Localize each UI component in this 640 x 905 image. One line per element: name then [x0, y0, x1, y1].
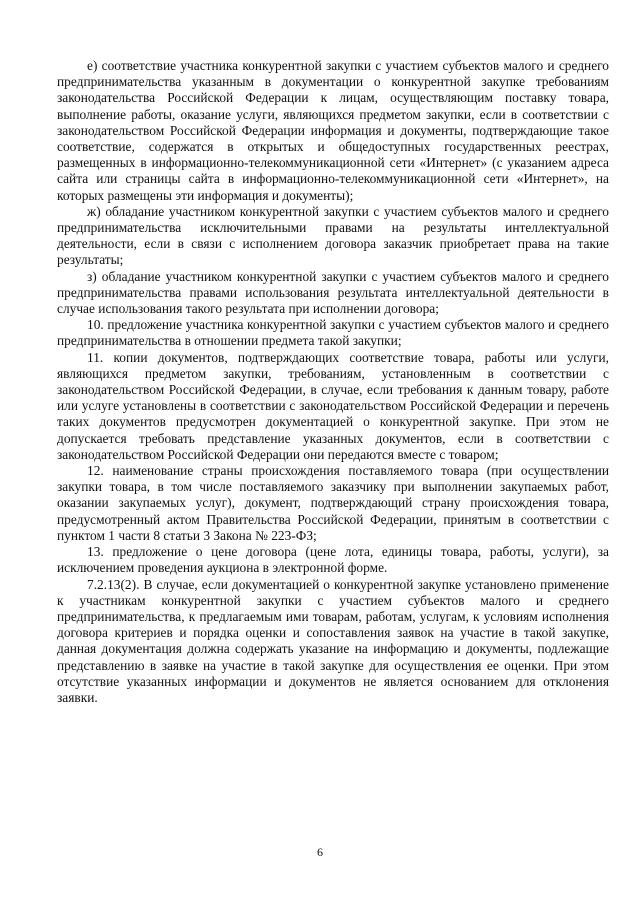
paragraph-item-zh: ж) обладание участником конкурентной закупки с участием субъектов малого и среднего предпринимательства исключительными правами на результаты интеллектуальной деятельности, если в связи с исполнением договора заказчик приобретает права на такие результаты;: [57, 203, 609, 268]
paragraph-item-10: 10. предложение участника конкурентной закупки с участием субъектов малого и среднего предпринимательства в отношении предмета такой закупки;: [57, 317, 609, 349]
page-number: 6: [317, 845, 323, 859]
paragraph-item-z: з) обладание участником конкурентной закупки с участием субъектов малого и среднего предпринимательства правами использования результата интеллектуальной деятельности в случае использования такого результата при исполнении договора;: [57, 268, 609, 317]
paragraph-item-e: е) соответствие участника конкурентной закупки с участием субъектов малого и среднего предпринимательства указанным в документации о конкурентной закупке требованиям законодательства Российской Федерации к лицам, осуществляющим поставку товара, выполнение работы, оказание услуги, являющихся предметом закупки, если в соответствии с законодательством Российской Федерации информация и документы, подтверждающие такое соответствие, содержатся в открытых и общедоступных государственных реестрах, размещенных в информационно-телекоммуникационной сети «Интернет» (с указанием адреса сайта или страницы сайта в информационно-телекоммуникационной сети «Интернет», на которых размещены эти информация и документы);: [57, 58, 609, 203]
paragraph-item-13: 13. предложение о цене договора (цене лота, единицы товара, работы, услуги), за исключением проведения аукциона в электронной форме.: [57, 544, 609, 576]
document-body: [57, 58, 609, 706]
paragraph-item-12: 12. наименование страны происхождения поставляемого товара (при осуществлении закупки товара, в том числе поставляемого заказчику при выполнении закупаемых работ, оказании закупаемых услуг), документ, подтверждающий страну происхождения товара, предусмотренный актом Правительства Российской Федерации, принятым в соответствии с пунктом 1 части 8 статьи 3 Закона № 223-ФЗ;: [57, 463, 609, 543]
paragraph-item-11: 11. копии документов, подтверждающих соответствие товара, работы или услуги, являющихся предметом закупки, требованиям, установленным в соответствии с законодательством Российской Федерации, в случае, если требования к данным товару, работе или услуге установлены в соответствии с законодательством Российской Федерации и перечень таких документов предусмотрен документацией о конкурентной закупке. При этом не допускается требовать представление указанных документов, если в соответствии с законодательством Российской Федерации они передаются вместе с товаром;: [57, 349, 609, 462]
paragraph-section-7-2-13-2: 7.2.13(2). В случае, если документацией о конкурентной закупке установлено применение к участникам конкурентной закупки с участием субъектов малого и среднего предпринимательства, к предлагаемым ими товарам, работам, услугам, к условиям исполнения договора критериев и порядка оценки и сопоставления заявок на участие в такой закупке, данная документация должна содержать указание на информацию и документы, подлежащие представлению в заявке на участие в такой закупке для осуществления ее оценки. При этом отсутствие указанных информации и документов не является основанием для отклонения заявки.: [57, 576, 609, 705]
